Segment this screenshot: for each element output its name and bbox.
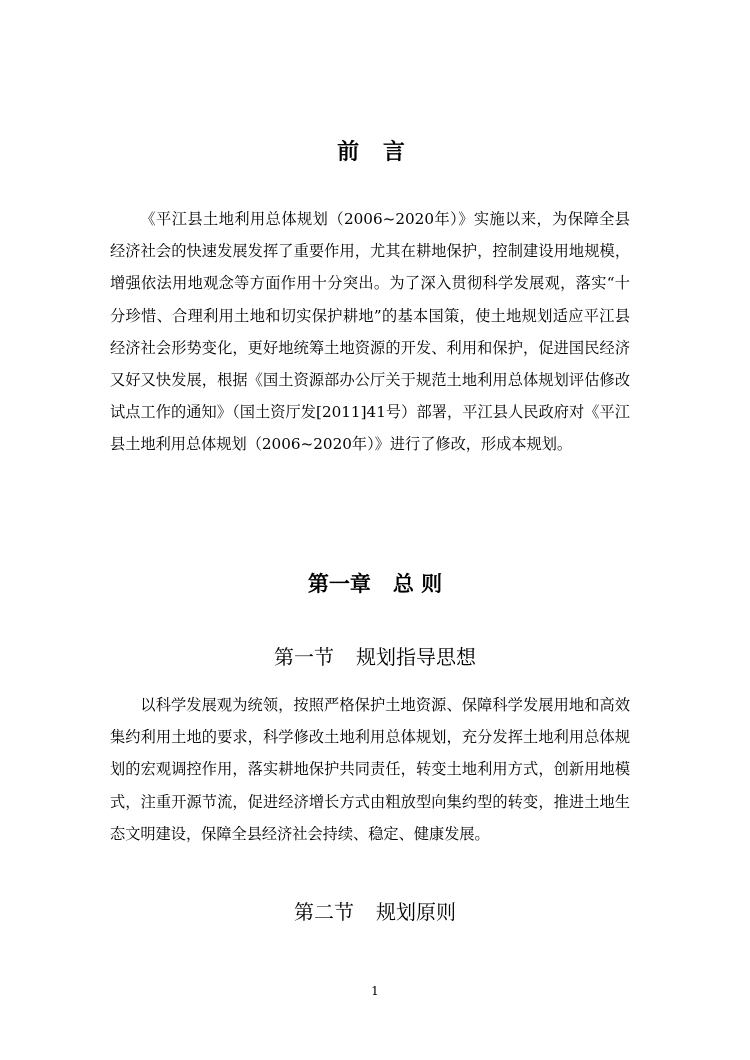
- section-1-paragraph: 以科学发展观为统领，按照严格保护土地资源、保障科学发展用地和高效集约利用土地的要求，科学修改土地利用总体规划，充分发挥土地利用总体规划的宏观调控作用，落实耕地保护共同责任，转变土地利用方式，创新用地模式，注重开源节流，促进经济增长方式由粗放型向集约型的转变，推进土地生态文明建设，保障全县经济社会持续、稳定、健康发展。: [110, 696, 630, 843]
- section-2-name: 规划原则: [376, 900, 456, 924]
- chapter-name: 总 则: [392, 572, 443, 596]
- preface-paragraph: 《平江县土地利用总体规划（2006~2020年）》实施以来，为保障全县经济社会的快速发展发挥了重要作用，尤其在耕地保护，控制建设用地规模，增强依法用地观念等方面作用十分突出。为了深入贯彻科学发展观，落实“十分珍惜、合理利用土地和切实保护耕地”的基本国策，使土地规划适应平江县经济社会形势变化，更好地统筹土地资源的开发、利用和保护，促进国民经济又好又快发展，根据《国土资源部办公厅关于规范土地利用总体规划评估修改试点工作的通知》（国土资厅发[2011]41号）部署，平江县人民政府对《平江县土地利用总体规划（2006~2020年）》进行了修改，形成本规划。: [110, 210, 630, 454]
- preface-title: 前 言: [337, 140, 413, 165]
- chapter-title: [0, 568, 750, 598]
- page-number: 1: [371, 984, 379, 998]
- section-2-title: [0, 896, 750, 925]
- section-1-name: 规划指导思想: [356, 645, 476, 669]
- chapter-number: 第一章: [307, 572, 371, 596]
- section-2-number: 第二节: [294, 900, 354, 924]
- section-1-number: 第一节: [274, 645, 334, 669]
- section-1-title: [0, 641, 750, 670]
